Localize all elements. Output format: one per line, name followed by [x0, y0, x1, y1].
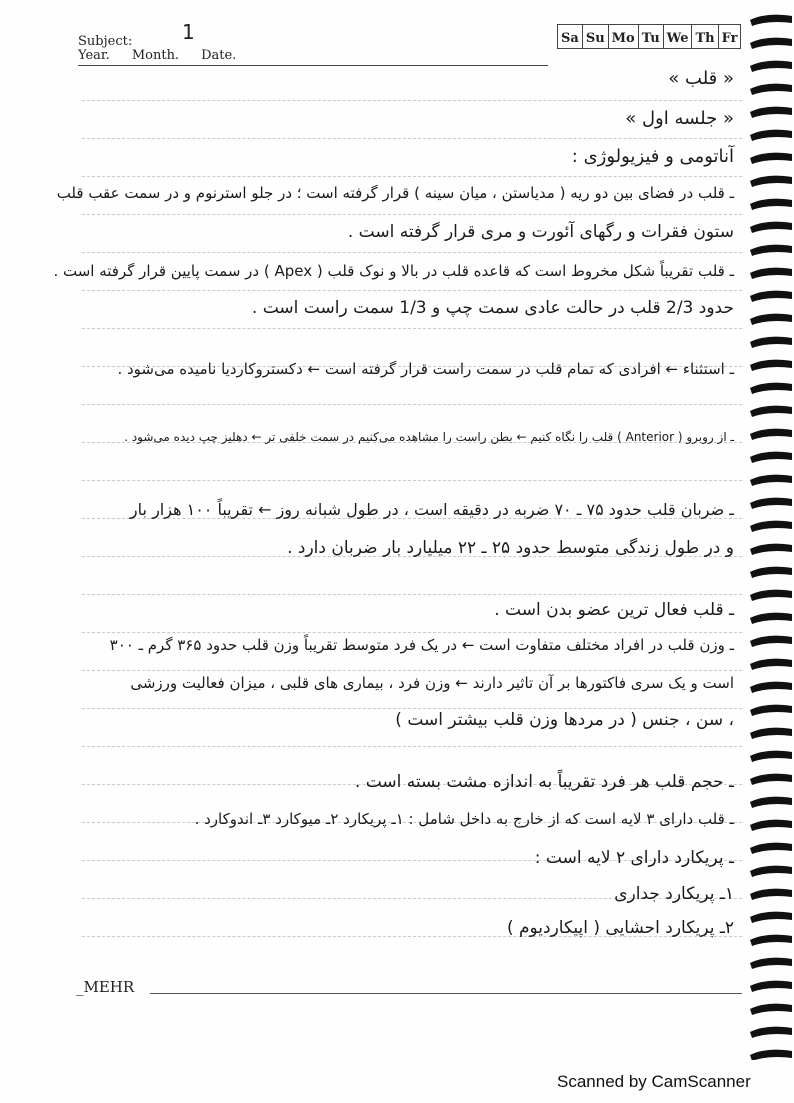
- day-sa: Sa: [558, 25, 583, 48]
- spiral-coil: [750, 705, 792, 716]
- day-mo: Mo: [609, 25, 639, 48]
- spiral-coil: [750, 130, 792, 141]
- header-divider: [78, 65, 548, 66]
- ruled-line: [82, 404, 742, 405]
- note-line: حدود 2/3 قلب در حالت عادی سمت چپ و 1/3 سمت راست است .: [251, 298, 734, 318]
- day-we: We: [664, 25, 693, 48]
- weekday-boxes: [557, 24, 741, 49]
- ruled-line: [82, 252, 742, 253]
- spiral-coil: [750, 544, 792, 555]
- spiral-coil: [750, 268, 792, 279]
- spiral-binding: [744, 0, 794, 1060]
- note-line: ، سن ، جنس ( در مردها وزن قلب بیشتر است ): [395, 710, 734, 730]
- note-line: ـ از روبرو ( Anterior ) قلب را نگاه کنیم ← بطن راست را مشاهده می‌کنیم در سمت خلفی تر ← دهلیز چپ دیده می‌شود .: [124, 430, 734, 444]
- note-line: ـ حجم قلب هر فرد تقریباً به اندازه مشت بسته است .: [354, 772, 734, 792]
- spiral-coil: [750, 820, 792, 831]
- spiral-coil: [750, 15, 792, 26]
- note-line: ـ قلب تقریباً شکل مخروط است که قاعده قلب در بالا و نوک قلب ( Apex ) در سمت پایین قرار گرفته است .: [53, 262, 734, 280]
- spiral-coil: [750, 429, 792, 440]
- note-line: ـ قلب در فضای بین دو ریه ( مدیاستن ، میان سینه ) قرار گرفته است ؛ در جلو استرنوم و در سمت عقب قلب: [56, 184, 734, 202]
- date-label: Date.: [201, 48, 237, 63]
- note-line: ۱ـ پریکارد جداری: [614, 884, 734, 904]
- spiral-coil: [750, 245, 792, 256]
- spiral-coil: [750, 728, 792, 739]
- spiral-coil: [750, 84, 792, 95]
- spiral-coil: [750, 797, 792, 808]
- spiral-coil: [750, 406, 792, 417]
- spiral-coil: [750, 383, 792, 394]
- spiral-coil: [750, 889, 792, 900]
- spiral-coil: [750, 153, 792, 164]
- spiral-coil: [750, 337, 792, 348]
- scanner-watermark: Scanned by CamScanner: [557, 1072, 751, 1091]
- brand-label: _MEHR: [76, 978, 135, 996]
- spiral-coil: [750, 360, 792, 371]
- spiral-coil: [750, 475, 792, 486]
- ruled-line: [82, 176, 742, 177]
- note-session: « جلسه اول »: [625, 108, 734, 129]
- ruled-line: [82, 214, 742, 215]
- note-line: ـ ضربان قلب حدود ۷۵ ـ ۷۰ ضربه در دقیقه است ، در طول شبانه روز ← تقریباً ۱۰۰ هزار بار: [129, 500, 734, 519]
- spiral-coil: [750, 199, 792, 210]
- note-title: « قلب »: [668, 68, 734, 89]
- page-header: [78, 20, 237, 63]
- day-tu: Tu: [639, 25, 664, 48]
- spiral-coil: [750, 958, 792, 969]
- ruled-line: [82, 632, 742, 633]
- spiral-coil: [750, 498, 792, 509]
- month-label: Month.: [131, 48, 180, 63]
- spiral-coil: [750, 1050, 792, 1060]
- spiral-coil: [750, 1004, 792, 1015]
- note-line: و در طول زندگی متوسط حدود ۲۵ ـ ۲۲ میلیارد بار ضربان دارد .: [287, 538, 734, 558]
- footer-divider: [150, 993, 742, 994]
- note-line: ـ وزن قلب در افراد مختلف متفاوت است ← در یک فرد متوسط تقریباً وزن قلب حدود ۳۶۵ گرم ـ ۳۰۰: [109, 636, 734, 654]
- note-heading: آناتومی و فیزیولوژی :: [571, 146, 734, 167]
- note-line: ـ استثناء ← افرادی که تمام قلب در سمت راست قرار گرفته است ← دکستروکاردیا نامیده می‌شود .: [117, 360, 734, 378]
- ruled-line: [82, 708, 742, 709]
- spiral-coil: [750, 222, 792, 233]
- note-line: ـ قلب فعال ترین عضو بدن است .: [494, 600, 734, 620]
- spiral-coil: [750, 682, 792, 693]
- spiral-coil: [750, 176, 792, 187]
- note-line: ستون فقرات و رگهای آئورت و مری قرار گرفته است .: [347, 222, 734, 242]
- spiral-coil: [750, 590, 792, 601]
- subject-label: Subject:: [78, 34, 133, 49]
- spiral-coil: [750, 981, 792, 992]
- day-fr: Fr: [721, 31, 738, 46]
- note-line: ـ پریکارد دارای ۲ لایه است :: [534, 848, 734, 868]
- note-line: ـ قلب دارای ۳ لایه است که از خارج به داخل شامل : ۱ـ پریکارد ۲ـ میوکارد ۳ـ اندوکارد .: [194, 810, 734, 828]
- year-label: Year.: [78, 48, 110, 63]
- note-line: ۲ـ پریکارد احشایی ( اپیکاردیوم ): [506, 918, 734, 938]
- spiral-coil: [750, 61, 792, 72]
- spiral-coil: [750, 636, 792, 647]
- spiral-coil: [750, 774, 792, 785]
- spiral-coil: [750, 843, 792, 854]
- spiral-coil: [750, 521, 792, 532]
- spiral-coil: [750, 912, 792, 923]
- ruled-line: [82, 290, 742, 291]
- ruled-line: [82, 594, 742, 595]
- ruled-line: [82, 328, 742, 329]
- spiral-coil: [750, 107, 792, 118]
- ruled-line: [82, 100, 742, 101]
- day-th: Th: [692, 25, 718, 48]
- spiral-coil: [750, 314, 792, 325]
- ruled-line: [82, 746, 742, 747]
- spiral-coil: [750, 659, 792, 670]
- note-line: است و یک سری فاکتورها بر آن تاثیر دارند ← وزن فرد ، بیماری های قلبی ، میزان فعالیت ورزشی: [130, 674, 734, 692]
- spiral-coil: [750, 567, 792, 578]
- spiral-coil: [750, 452, 792, 463]
- subject-value: 1: [182, 20, 195, 44]
- spiral-coil: [750, 291, 792, 302]
- spiral-coil: [750, 751, 792, 762]
- day-su: Su: [583, 25, 609, 48]
- spiral-coil: [750, 1027, 792, 1038]
- spiral-coil: [750, 38, 792, 49]
- ruled-line: [82, 480, 742, 481]
- spiral-coil: [750, 613, 792, 624]
- ruled-line: [82, 670, 742, 671]
- spiral-coil: [750, 866, 792, 877]
- spiral-coil: [750, 935, 792, 946]
- ruled-line: [82, 138, 742, 139]
